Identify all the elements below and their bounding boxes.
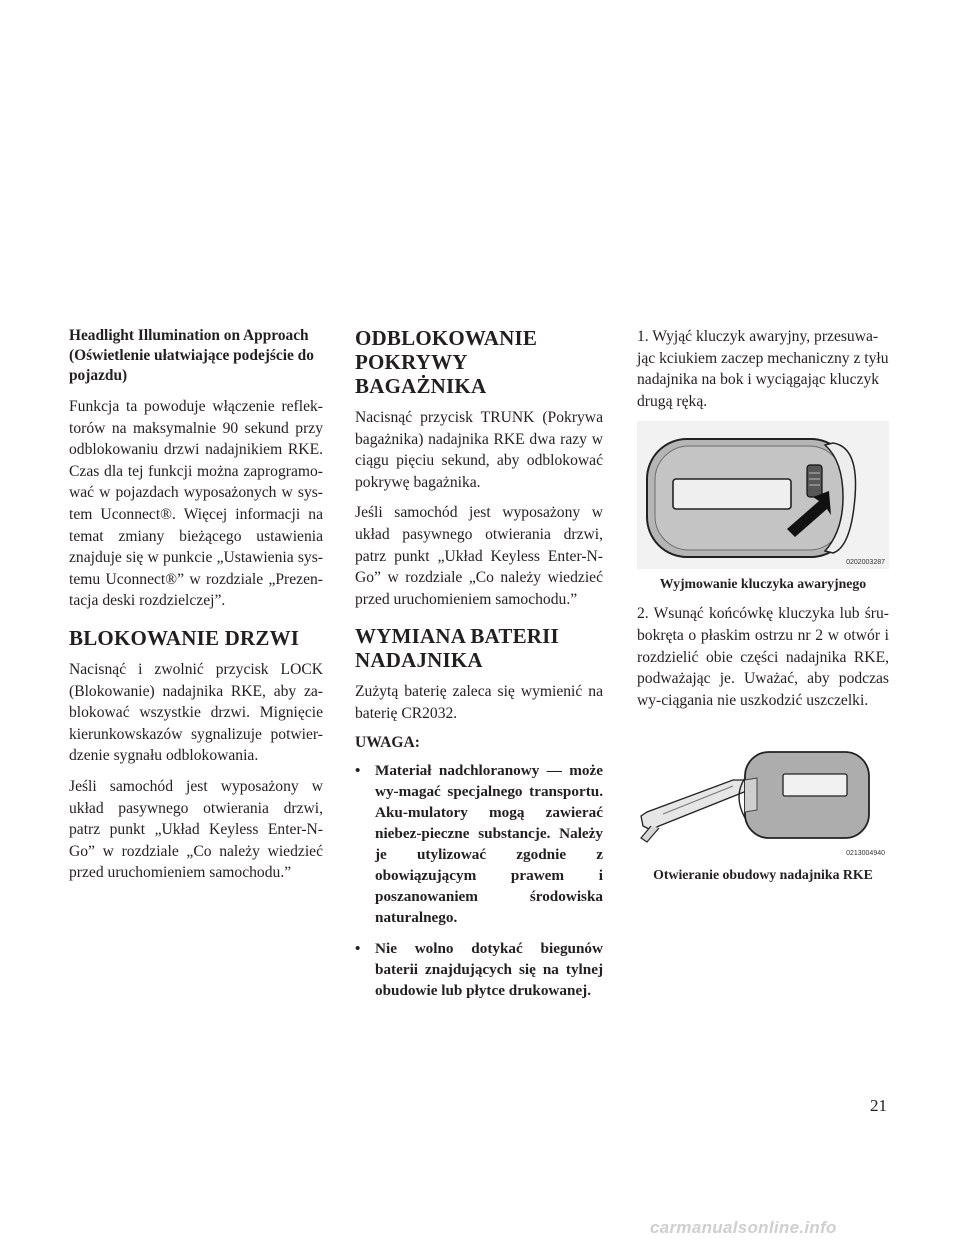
- paragraph-keyless-reference-2: Jeśli samochód jest wyposażony w układ pasywnego otwierania drzwi, patrz punkt „Układ Keyless Enter-N-Go” w rozdziale „Co należy wiedzieć przed uruchomieniem samochodu.”: [355, 504, 603, 608]
- figure-caption-emergency-key: Wyjmowanie kluczyka awaryjnego: [659, 576, 867, 592]
- page-number: 21: [870, 1096, 887, 1115]
- middle-column: [355, 326, 603, 1011]
- figure-code: 0202003287: [846, 559, 885, 567]
- key-fob-back-illustration: [637, 421, 889, 569]
- figure-emergency-key: [637, 421, 889, 593]
- warning-text: Materiał nadchloranowy — może wy-magać specjalnego transportu. Aku-mulatory mogą zawierać niebez-pieczne substancje. Należy je utylizować zgodnie z obowiązującym prawem i poszanowaniem środowiska naturalnego.: [375, 761, 603, 926]
- right-column: [637, 326, 889, 894]
- left-column: [69, 326, 323, 893]
- key-fob-opening-illustration: [637, 720, 889, 860]
- figure-open-fob: [637, 720, 889, 884]
- heading-battery-replacement: WYMIANA BATERII NADAJNIKA: [355, 624, 559, 673]
- heading-trunk-unlock: ODBLOKOWANIE POKRYWY BAGAŻNIKA: [355, 326, 538, 398]
- warning-text: Nie wolno dotykać biegunów baterii znajdujących się na tylnej obudowie lub płytce drukowanej.: [375, 939, 603, 999]
- step-2: 2. Wsunąć końcówkę kluczyka lub śru-bokręta o płaskim ostrzu nr 2 w otwór i rozdzielić obie części nadajnika RKE, podważając je. Uważać, aby podczas wy-ciągania nie uszkodzić uszczelki.: [637, 605, 889, 709]
- figure-code: 0213004940: [846, 850, 885, 858]
- bullet: •: [355, 761, 361, 779]
- step-1: 1. Wyjąć kluczyk awaryjny, przesuwa-jąc kciukiem zaczep mechaniczny z tyłu nadajnika na bok i wyciągając kluczyk drugą ręką.: [637, 328, 889, 410]
- warning-title: UWAGA:: [355, 733, 420, 751]
- heading-door-locking: BLOKOWANIE DRZWI: [69, 625, 300, 650]
- paragraph-battery-type: Zużytą baterię zaleca się wymienić na baterię CR2032.: [355, 683, 603, 722]
- paragraph-lock-instructions: Nacisnąć i zwolnić przycisk LOCK (Blokowanie) nadajnika RKE, aby za-blokować wszystkie drzwi. Mignięcie kierunkowskazów sygnalizuje potwier-dzenie sygnału odblokowania.: [69, 660, 323, 765]
- key-fob-image: [637, 421, 889, 569]
- subheading-headlight-illumination: Headlight Illumination on Approach (Oświetlenie ułatwiające podejście do pojazdu): [69, 327, 314, 384]
- warning-list: [355, 760, 603, 1001]
- paragraph-headlight-description: Funkcja ta powoduje włączenie reflek-torów na maksymalnie 90 sekund przy odblokowaniu drzwi nadajnikiem RKE. Czas dla tej funkcji można zaprogramo-wać w pojazdach wyposażonych w sys-tem Uconnect®. Więcej informacji na temat zmiany bieżącego ustawienia znajduje się w punkcie „Ustawienia sys-temu Uconnect®” w rozdziale „Prezen-tacja deski rozdzielczej”.: [69, 398, 323, 610]
- opened-fob-image: [637, 720, 889, 860]
- warning-item: [355, 760, 603, 928]
- warning-item: [355, 938, 603, 1001]
- bullet: •: [355, 939, 361, 957]
- watermark: carmanualsonline.info: [650, 1218, 837, 1237]
- paragraph-trunk-instructions: Nacisnąć przycisk TRUNK (Pokrywa bagażnika) nadajnika RKE dwa razy w ciągu pięciu sekund, aby odblokować pokrywę bagażnika.: [355, 409, 603, 491]
- paragraph-keyless-reference: Jeśli samochód jest wyposażony w układ pasywnego otwierania drzwi, patrz punkt „Układ Keyless Enter-N-Go” w rozdziale „Co należy wiedzieć przed uruchomieniem samochodu.”: [69, 777, 323, 882]
- figure-caption-open-fob: Otwieranie obudowy nadajnika RKE: [653, 867, 873, 883]
